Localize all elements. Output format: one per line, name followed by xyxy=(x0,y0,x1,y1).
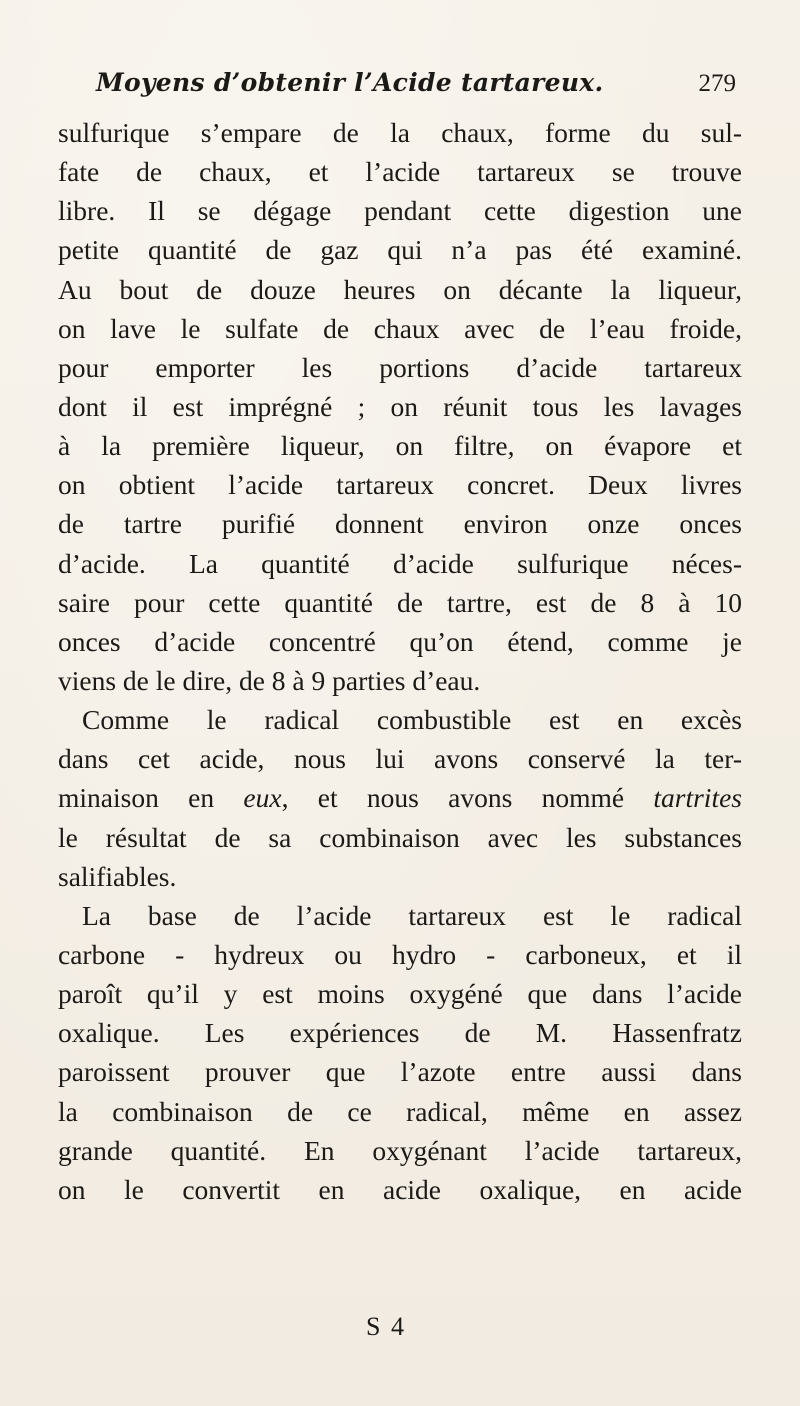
text-line: la combinaison de ce radical, même en assez xyxy=(58,1095,742,1127)
text-fragment: , et nous avons nommé xyxy=(281,782,654,814)
text-line: oxalique. Les expériences de M. Hassenfratz xyxy=(58,1017,742,1049)
text-line: grande quantité. En oxygénant l’acide tartareux, xyxy=(58,1134,742,1166)
text-line: petite quantité de gaz qui n’a pas été examiné. xyxy=(58,234,742,266)
text-line: viens de le dire, de 8 à 9 parties d’eau. xyxy=(58,664,481,696)
text-line: carbone - hydreux ou hydro - carboneux, et il xyxy=(58,938,742,970)
text-line: sulfurique s’empare de la chaux, forme du sul- xyxy=(58,117,742,148)
text-line: Au bout de douze heures on décante la liqueur, xyxy=(58,273,742,305)
text-line: à la première liqueur, on filtre, on évapore et xyxy=(58,430,742,462)
text-line: paroît qu’il y est moins oxygéné que dans l’acide xyxy=(58,978,742,1010)
text-line: dont il est imprégné ; on réunit tous les lavages xyxy=(58,390,742,422)
text-line: on le convertit en acide oxalique, en acide xyxy=(58,1173,742,1205)
text-line: le résultat de sa combinaison avec les substances xyxy=(58,821,742,853)
text-line: d’acide. La quantité d’acide sulfurique néces- xyxy=(58,547,742,579)
signature-mark: S 4 xyxy=(366,1312,406,1341)
page-number: 279 xyxy=(698,70,736,97)
text-line: dans cet acide, nous lui avons conservé la ter- xyxy=(58,743,742,775)
page-header xyxy=(96,68,736,108)
text-line: pour emporter les portions d’acide tartareux xyxy=(58,351,742,383)
italic-term-eux: eux xyxy=(243,782,282,814)
text-line: La base de l’acide tartareux est le radical xyxy=(82,899,742,931)
text-line: paroissent prouver que l’azote entre aussi dans xyxy=(58,1056,742,1088)
text-line: saire pour cette quantité de tartre, est de 8 à 10 xyxy=(58,586,742,618)
text-line: fate de chaux, et l’acide tartareux se trouve xyxy=(58,156,742,188)
text-line: onces d’acide concentré qu’on étend, comme je xyxy=(58,625,742,657)
text-line: on obtient l’acide tartareux concret. Deux livres xyxy=(58,469,742,501)
text-line: de tartre purifié donnent environ onze onces xyxy=(58,508,742,540)
body-text xyxy=(58,113,742,1209)
text-fragment: minaison en xyxy=(58,782,244,814)
text-line-with-italics xyxy=(58,778,742,817)
text-line: salifiables. xyxy=(58,860,177,892)
text-line: libre. Il se dégage pendant cette digestion une xyxy=(58,195,742,227)
text-line: Comme le radical combustible est en excès xyxy=(82,704,742,736)
running-title: Moyens d’obtenir l’Acide tartareux. xyxy=(96,68,604,97)
italic-term-tartrites: tartrites xyxy=(653,782,742,814)
text-line: on lave le sulfate de chaux avec de l’eau froide, xyxy=(58,312,742,344)
